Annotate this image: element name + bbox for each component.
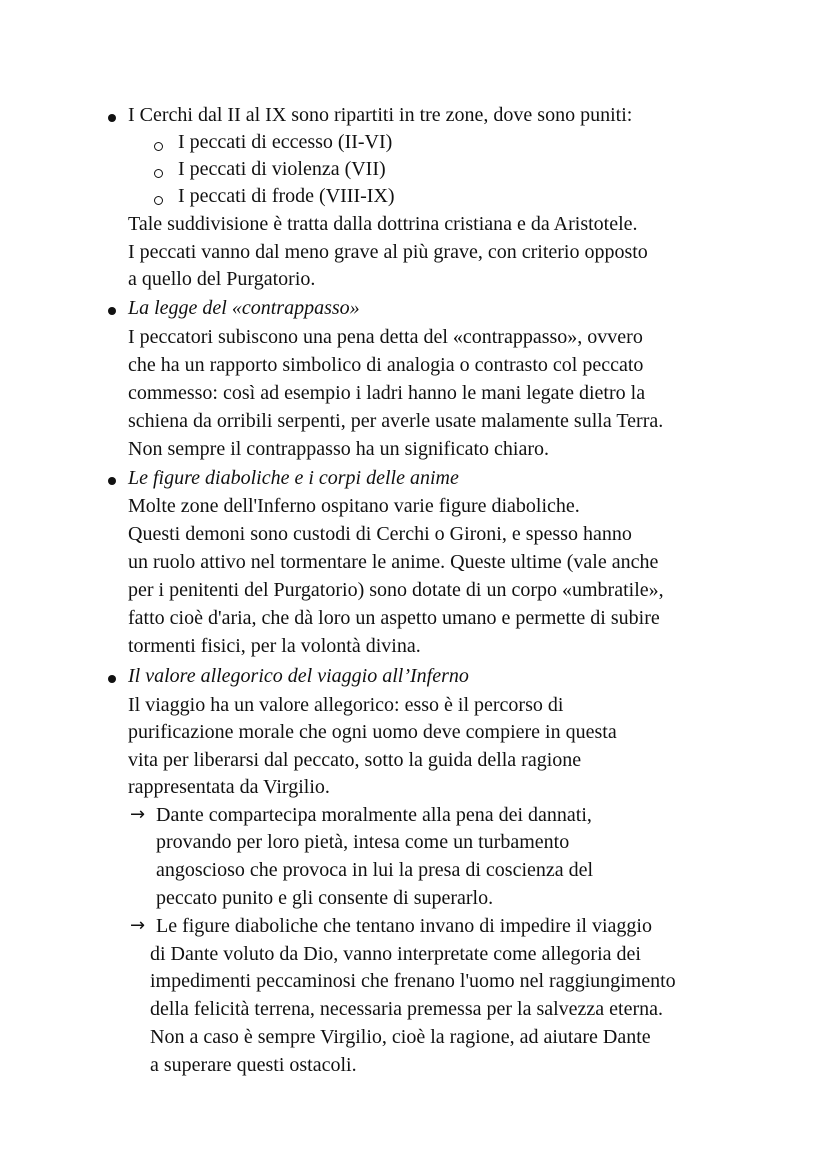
body-line: Il viaggio ha un valore allegorico: esso è il percorso di [128,694,564,716]
arrow-item-line: di Dante voluto da Dio, vanno interpretate come allegoria dei [150,943,641,965]
sub-item: I peccati di violenza (VII) [178,158,386,180]
body-line: tormenti fisici, per la volontà divina. [128,635,421,657]
bullet-icon [108,477,116,485]
arrow-item-line: a superare questi ostacoli. [150,1054,357,1076]
body-line: purificazione morale che ogni uomo deve compiere in questa [128,721,617,743]
body-line: che ha un rapporto simbolico di analogia o contrasto col peccato [128,354,644,376]
sub-item: I peccati di frode (VIII-IX) [178,185,395,207]
arrow-item-line: provando per loro pietà, intesa come un turbamento [156,831,570,853]
bullet-icon [108,114,116,122]
body-line: Questi demoni sono custodi di Cerchi o Gironi, e spesso hanno [128,523,632,545]
body-line: rappresentata da Virgilio. [128,776,330,798]
body-line: vita per liberarsi dal peccato, sotto la guida della ragione [128,749,582,771]
section-heading: La legge del «contrappasso» [128,297,360,319]
sub-bullet-icon [154,196,163,205]
arrow-item-line: della felicità terrena, necessaria premessa per la salvezza eterna. [150,998,664,1020]
arrow-right-icon: → [130,804,146,825]
arrow-item-line: Non a caso è sempre Virgilio, cioè la ragione, ad aiutare Dante [150,1026,651,1048]
body-line: I peccati vanno dal meno grave al più grave, con criterio opposto [128,241,648,263]
body-line: un ruolo attivo nel tormentare le anime. Queste ultime (vale anche [128,551,659,573]
bullet-icon [108,307,116,315]
arrow-item-line: angoscioso che provoca in lui la presa di coscienza del [156,859,594,881]
section-heading: Il valore allegorico del viaggio all’Inferno [128,665,469,687]
body-line: Tale suddivisione è tratta dalla dottrina cristiana e da Aristotele. [128,213,638,235]
arrow-item-line: Dante compartecipa moralmente alla pena dei dannati, [156,804,592,826]
arrow-item-line: Le figure diaboliche che tentano invano di impedire il viaggio [156,915,652,937]
arrow-right-icon: → [130,915,146,936]
body-line: I peccatori subiscono una pena detta del «contrappasso», ovvero [128,326,643,348]
arrow-item-line: impedimenti peccaminosi che frenano l'uomo nel raggiungimento [150,970,676,992]
section-heading: Le figure diaboliche e i corpi delle anime [128,467,459,489]
sub-bullet-icon [154,169,163,178]
body-line: a quello del Purgatorio. [128,268,316,290]
arrow-item-line: peccato punito e gli consente di superarlo. [156,887,494,909]
body-line: commesso: così ad esempio i ladri hanno le mani legate dietro la [128,382,646,404]
body-line: per i penitenti del Purgatorio) sono dotate di un corpo «umbratile», [128,579,664,601]
body-line: schiena da orribili serpenti, per averle usate malamente sulla Terra. [128,410,664,432]
bullet-icon [108,675,116,683]
section-heading: I Cerchi dal II al IX sono ripartiti in tre zone, dove sono puniti: [128,104,633,126]
body-line: Non sempre il contrappasso ha un significato chiaro. [128,438,549,460]
sub-item: I peccati di eccesso (II-VI) [178,131,393,153]
body-line: fatto cioè d'aria, che dà loro un aspetto umano e permette di subire [128,607,660,629]
body-line: Molte zone dell'Inferno ospitano varie figure diaboliche. [128,495,580,517]
sub-bullet-icon [154,142,163,151]
